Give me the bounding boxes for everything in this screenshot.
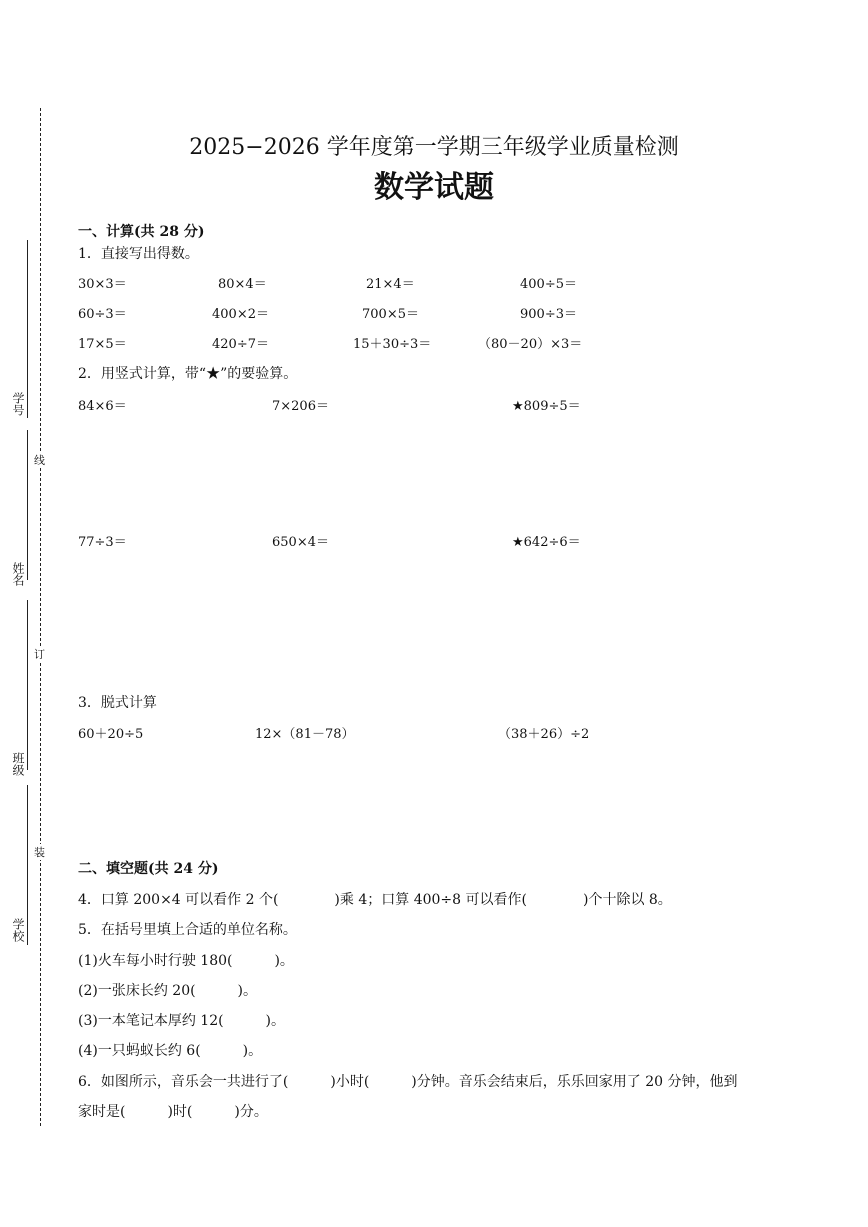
q1-item: 21×4＝ <box>366 277 415 292</box>
student-id-label: 学号 <box>11 392 25 416</box>
q2-item: ★809÷5＝ <box>512 399 581 414</box>
section-2-title: 二、填空题(共 24 分) <box>78 861 219 877</box>
q5-title: 5．在括号里填上合适的单位名称。 <box>78 922 297 938</box>
name-blank[interactable] <box>27 430 28 580</box>
q2-item: 77÷3＝ <box>78 535 127 550</box>
q2-item: 650×4＝ <box>272 535 329 550</box>
q1-item: 400÷5＝ <box>520 277 577 292</box>
q2-title: 2．用竖式计算，带“★”的要验算。 <box>78 366 298 382</box>
q1-item: 60÷3＝ <box>78 307 127 322</box>
binding-dashed-line <box>40 108 41 1126</box>
q5-item: (4)一只蚂蚁长约 6( )。 <box>78 1043 263 1059</box>
q5-item: (1)火车每小时行驶 180( )。 <box>78 953 294 969</box>
q4-text: 4．口算 200×4 可以看作 2 个( )乘 4；口算 400÷8 可以看作( )个十除以 8。 <box>78 892 672 908</box>
school-label: 学校 <box>11 918 25 942</box>
binding-mark-line: 线 <box>34 454 45 467</box>
q1-item: 30×3＝ <box>78 277 127 292</box>
q1-item: 900÷3＝ <box>520 307 577 322</box>
school-blank[interactable] <box>27 785 28 945</box>
q1-item: 17×5＝ <box>78 337 127 352</box>
q3-item: 12×（81－78） <box>255 727 355 742</box>
q1-item: 420÷7＝ <box>212 337 269 352</box>
q1-item: 15＋30÷3＝ <box>353 337 432 352</box>
page-title: 2025−2026 学年度第一学期三年级学业质量检测 <box>189 135 679 160</box>
page-subtitle: 数学试题 <box>374 170 494 205</box>
q5-item: (2)一张床长约 20( )。 <box>78 983 258 999</box>
q2-item: ★642÷6＝ <box>512 535 581 550</box>
student-id-blank[interactable] <box>27 240 28 418</box>
q5-item: (3)一本笔记本厚约 12( )。 <box>78 1013 286 1029</box>
q3-title: 3．脱式计算 <box>78 695 157 711</box>
q1-item: 700×5＝ <box>362 307 419 322</box>
q1-item: 400×2＝ <box>212 307 269 322</box>
q6-line2: 家时是( )时( )分。 <box>78 1104 268 1120</box>
q2-item: 7×206＝ <box>272 399 329 414</box>
q3-item: （38＋26）÷2 <box>498 727 590 742</box>
class-label: 班级 <box>11 752 25 776</box>
section-1-title: 一、计算(共 28 分) <box>78 224 205 240</box>
binding-mark-staple: 订 <box>34 648 45 661</box>
q1-title: 1．直接写出得数。 <box>78 246 199 262</box>
q6-line1: 6．如图所示，音乐会一共进行了( )小时( )分钟。音乐会结束后，乐乐回家用了 20 分钟，他到 <box>78 1074 738 1090</box>
q2-item: 84×6＝ <box>78 399 127 414</box>
q3-item: 60＋20÷5 <box>78 727 144 742</box>
q1-item: 80×4＝ <box>218 277 267 292</box>
name-label: 姓名 <box>11 562 25 586</box>
q1-item: （80－20）×3＝ <box>478 337 583 352</box>
class-blank[interactable] <box>27 600 28 770</box>
binding-mark-bind: 装 <box>34 846 45 859</box>
